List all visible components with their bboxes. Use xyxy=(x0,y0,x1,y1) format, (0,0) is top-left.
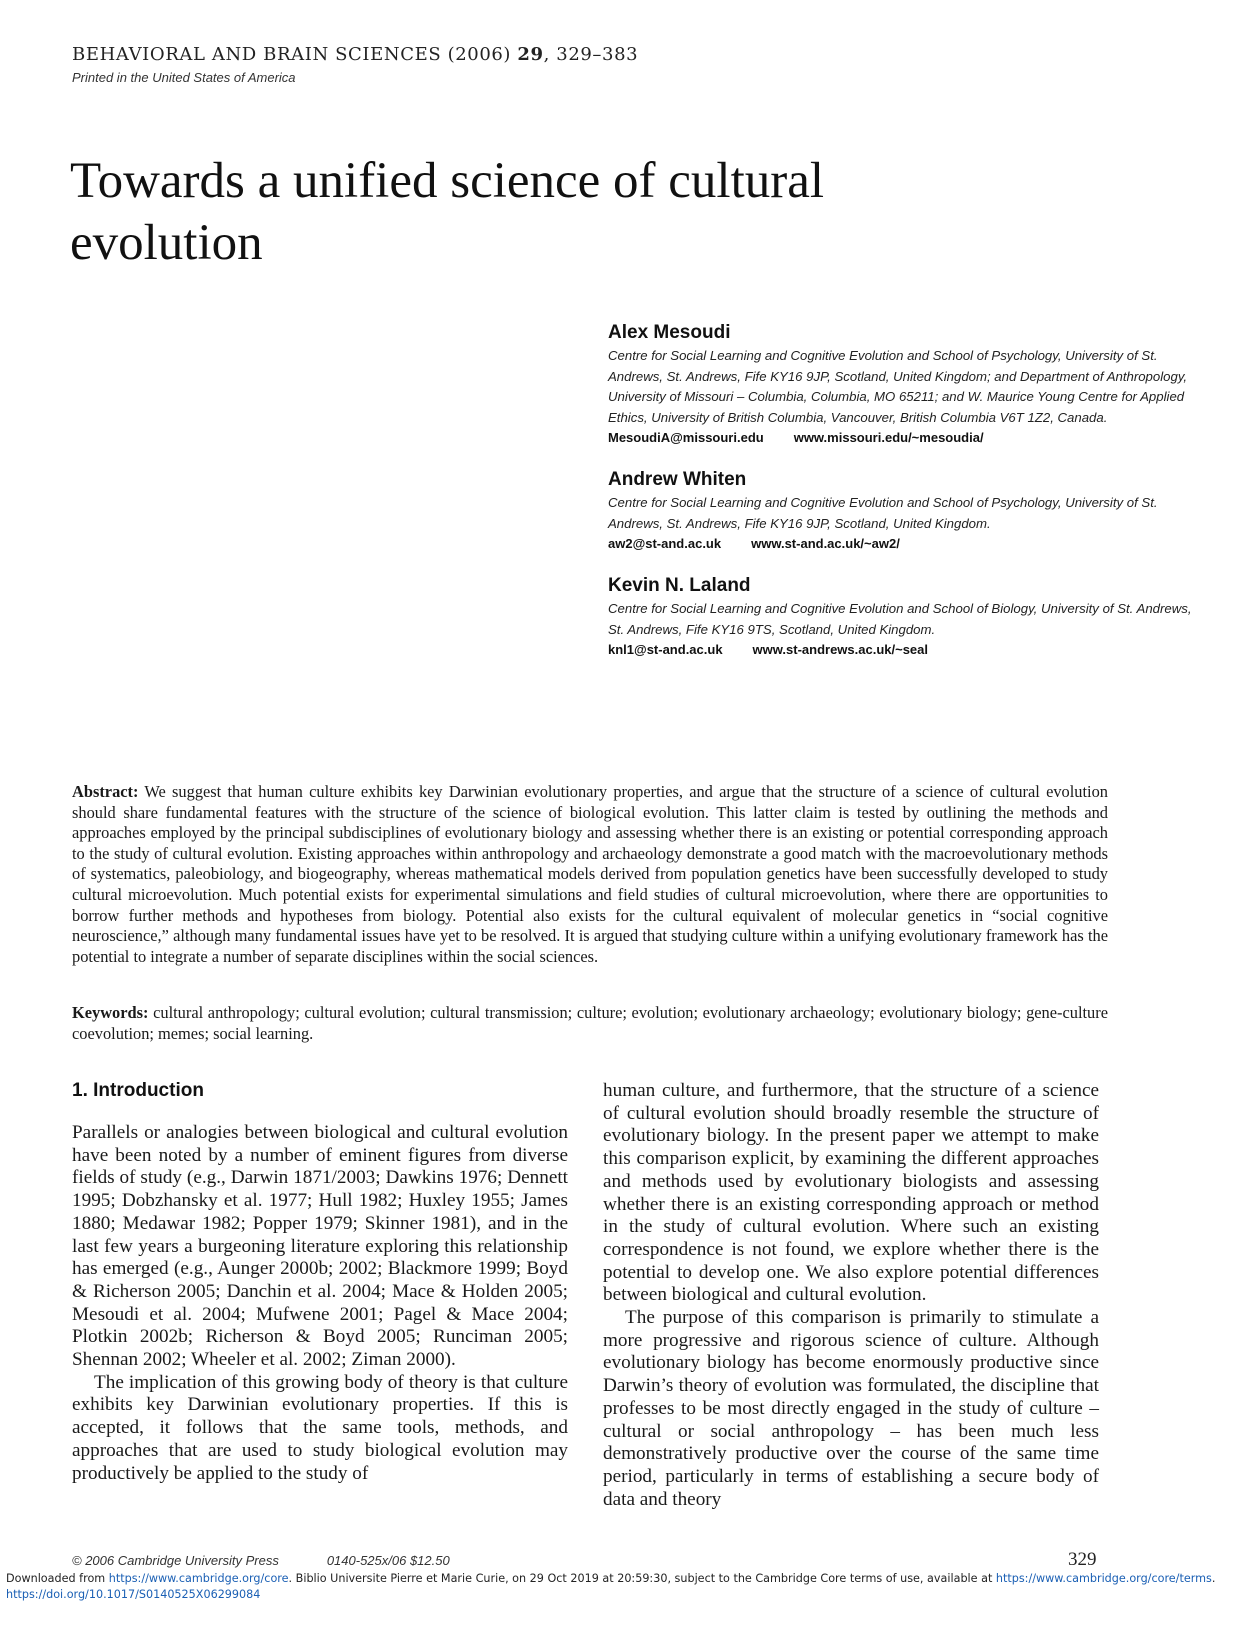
journal-name: BEHAVIORAL AND BRAIN SCIENCES (2006) xyxy=(72,44,518,65)
author-list xyxy=(608,322,1208,681)
issn-price: 0140-525x/06 $12.50 xyxy=(326,1553,450,1568)
body-paragraph: The implication of this growing body of theory is that culture exhibits key Darwinian evolutionary properties. If this is accepted, it follows that the same tools, methods, and approaches that are used to study biological evolution may productively be applied to the study of xyxy=(72,1371,568,1484)
footer-info xyxy=(72,1553,450,1568)
body-column-left xyxy=(72,1122,568,1485)
separator: . xyxy=(1211,1572,1216,1585)
body-paragraph: Parallels or analogies between biological and cultural evolution have been noted by a number of eminent figures from diverse fields of study (e.g., Darwin 1871/2003; Dawkins 1976; Dennett 1995; Dobzhansky et al. 1977; Hull 1982; Huxley 1955; James 1880; Medawar 1982; Popper 1979; Skinner 1981), and in the last few years a burgeoning literature exploring this relationship has emerged (e.g., Aunger 2000b; 2002; Blackmore 1999; Boyd & Richerson 2005; Danchin et al. 2004; Mace & Holden 2005; Mesoudi et al. 2004; Mufwene 2001; Pagel & Mace 2004; Plotkin 2002b; Richerson & Boyd 2005; Runciman 2005; Shennan 2002; Wheeler et al. 2002; Ziman 2000). xyxy=(72,1122,568,1371)
body-paragraph: The purpose of this comparison is primarily to stimulate a more progressive and rigorous science of culture. Although evolutionary biology has become enormously productive since Darwin’s theory of evolution was formulated, the discipline that professes to be most directly engaged in the study of culture – cultural or social anthropology – has been much less demonstratively productive over the course of the same time period, particularly in terms of establishing a secure body of data and theory xyxy=(603,1307,1099,1510)
printed-note: Printed in the United States of America xyxy=(72,70,296,85)
journal-pages: , 329–383 xyxy=(543,44,639,65)
author-block xyxy=(608,575,1208,660)
journal-citation xyxy=(72,44,638,65)
cambridge-core-link[interactable]: https://www.cambridge.org/core xyxy=(108,1572,289,1585)
download-prefix: Downloaded from xyxy=(6,1572,109,1585)
author-affiliation: Centre for Social Learning and Cognitive Evolution and School of Psychology, University of St. Andrews, St. Andrews, Fife KY16 9JP, Scotland, United Kingdom. xyxy=(608,495,1158,531)
author-email[interactable]: knl1@st-and.ac.uk xyxy=(608,642,723,657)
page-number: 329 xyxy=(1068,1549,1097,1570)
abstract xyxy=(72,782,1108,967)
terms-link[interactable]: https://www.cambridge.org/core/terms xyxy=(995,1572,1212,1585)
body-paragraph: human culture, and furthermore, that the structure of a science of cultural evolution should broadly resemble the structure of evolutionary biology. In the present paper we attempt to make this comparison explicit, by examining the different approaches and methods used by evolutionary biologists and assessing whether there is an existing corresponding approach or method in the study of cultural evolution. Where such an existing correspondence is not found, we explore whether there is the potential to develop one. We also explore potential differences between biological and cultural evolution. xyxy=(603,1080,1099,1306)
keywords xyxy=(72,1003,1108,1044)
article-title: Towards a unified science of cultural evolution xyxy=(70,153,825,271)
keywords-label: Keywords: xyxy=(72,1003,149,1022)
author-contact xyxy=(608,428,1208,448)
author-name: Kevin N. Laland xyxy=(608,575,751,596)
author-email[interactable]: aw2@st-and.ac.uk xyxy=(608,536,722,551)
author-website[interactable]: www.missouri.edu/~mesoudia/ xyxy=(793,430,984,445)
body-column-right xyxy=(603,1080,1099,1511)
keywords-text: cultural anthropology; cultural evolution; cultural transmission; culture; evolution; evolutionary archaeology; evolutionary biology; gene-culture coevolution; memes; social learning. xyxy=(72,1003,1108,1043)
download-notice xyxy=(6,1571,1246,1603)
abstract-label: Abstract: xyxy=(72,782,139,801)
author-name: Andrew Whiten xyxy=(608,469,747,490)
author-block xyxy=(608,469,1208,554)
author-website[interactable]: www.st-andrews.ac.uk/~seal xyxy=(752,642,929,657)
author-block xyxy=(608,322,1208,448)
author-name: Alex Mesoudi xyxy=(608,322,731,343)
copyright: © 2006 Cambridge University Press xyxy=(72,1553,279,1568)
author-contact xyxy=(608,640,1208,660)
abstract-text: We suggest that human culture exhibits key Darwinian evolutionary properties, and argue that the structure of a science of cultural evolution should share fundamental features with the structure of the science of biological evolution. This latter claim is tested by outlining the methods and approaches employed by the principal subdisciplines of evolutionary biology and assessing whether there is an existing or potential corresponding approach to the study of cultural evolution. Existing approaches within anthropology and archaeology demonstrate a good match with the macroevolutionary methods of systematics, paleobiology, and biogeography, whereas mathematical models derived from population genetics have been successfully developed to study cultural microevolution. Much potential exists for experimental simulations and field studies of cultural microevolution, where there are opportunities to borrow further methods and hypotheses from biology. Potential also exists for the cultural equivalent of molecular genetics in “social cognitive neuroscience,” although many fundamental issues have yet to be resolved. It is argued that studying culture within a unifying evolutionary framework has the potential to integrate a number of separate disciplines within the social sciences. xyxy=(72,782,1108,966)
download-text: . Biblio Universite Pierre et Marie Curie, on 29 Oct 2019 at 20:59:30, subject to the Cambridge Core terms of use, available at xyxy=(288,1572,996,1585)
author-website[interactable]: www.st-and.ac.uk/~aw2/ xyxy=(751,536,900,551)
author-affiliation: Centre for Social Learning and Cognitive Evolution and School of Psychology, University of St. Andrews, St. Andrews, Fife KY16 9JP, Scotland, United Kingdom; and Department of Anthropology, University of Missouri – Columbia, Columbia, MO 65211; and W. Maurice Young Centre for Applied Ethics, University of British Columbia, Vancouver, British Columbia V6T 1Z2, Canada. xyxy=(608,348,1188,425)
author-affiliation: Centre for Social Learning and Cognitive Evolution and School of Biology, University of St. Andrews, St. Andrews, Fife KY16 9TS, Scotland, United Kingdom. xyxy=(608,601,1192,637)
section-heading: 1. Introduction xyxy=(72,1080,204,1101)
doi-link[interactable]: https://doi.org/10.1017/S0140525X06299084 xyxy=(6,1588,261,1601)
author-contact xyxy=(608,534,1208,554)
author-email[interactable]: MesoudiA@missouri.edu xyxy=(608,430,764,445)
journal-volume: 29 xyxy=(517,44,544,65)
